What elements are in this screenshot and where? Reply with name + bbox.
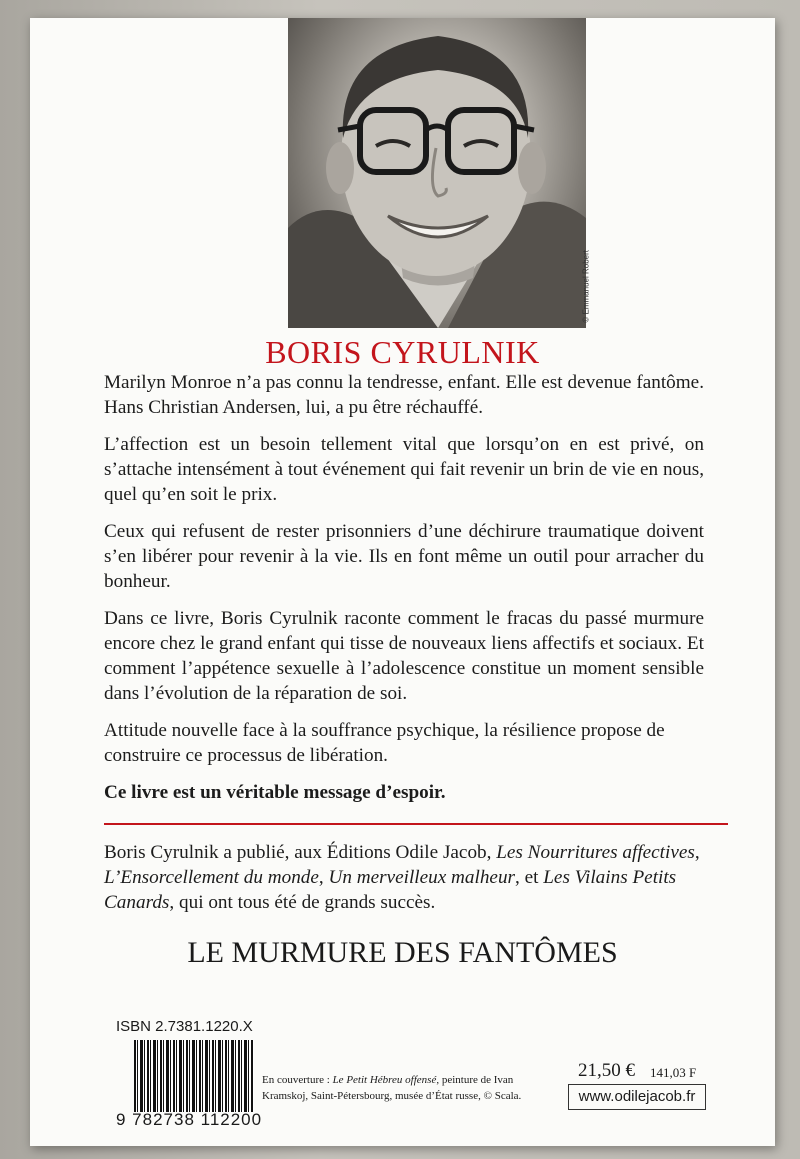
red-divider xyxy=(104,823,728,825)
cover-painting-title: Le Petit Hébreu offensé xyxy=(332,1074,437,1086)
bio-outro: , qui ont tous été de grands succès. xyxy=(169,892,436,913)
bio-separator: , xyxy=(318,867,329,888)
cover-credit xyxy=(262,1072,552,1104)
blurb-paragraph: Dans ce livre, Boris Cyrulnik raconte comment le fracas du passé murmure encore chez le grand enfant qui tisse de nouveaux liens affectifs et sociaux. Et comment l’appétence sexuelle à l’adolescence constitue un moment sensible dans l’évolution de la réparation de soi. xyxy=(104,608,704,704)
author-portrait-illustration xyxy=(288,18,586,328)
publisher-website: www.odilejacob.fr xyxy=(568,1084,706,1110)
author-bibliography xyxy=(104,840,724,915)
blurb xyxy=(104,370,704,817)
isbn: ISBN 2.7381.1220.X xyxy=(116,1018,253,1035)
blurb-paragraph: Ceux qui refusent de rester prisonniers d’une déchirure traumatique doivent s’en libérer pour revenir à la vie. Ils en font même un outil pour arracher du bonheur. xyxy=(104,521,704,592)
author-photo xyxy=(288,18,591,328)
blurb-paragraph: L’affection est un besoin tellement vital que lorsqu’on en est privé, on s’attache intensément à tout événement qui fait revenir un brin de vie en nous, quel qu’en soit le prix. xyxy=(104,434,704,505)
book-back-cover xyxy=(30,18,775,1146)
book-title-2: L’Ensorcellement du monde xyxy=(104,867,319,888)
barcode-digits: 9 782738 112200 xyxy=(116,1110,263,1129)
bio-separator: , xyxy=(694,842,700,863)
bio-separator: , et xyxy=(515,867,544,888)
cover-credit-prefix: En couverture : xyxy=(262,1074,333,1086)
price-franc: 141,03 F xyxy=(650,1065,697,1080)
bio-intro: Boris Cyrulnik a publié, aux Éditions Odile Jacob, xyxy=(104,842,497,863)
blurb-paragraph: Attitude nouvelle face à la souffrance psychique, la résilience propose de construire ce processus de libération. xyxy=(104,720,665,766)
barcode xyxy=(134,1040,254,1112)
price-euro: 21,50 € xyxy=(578,1060,635,1081)
book-title-4: Les Vilains Petits Canards xyxy=(104,867,677,913)
photo-credit: © Emmanuel Robert xyxy=(582,250,591,323)
book-title: LE MURMURE DES FANTÔMES xyxy=(187,936,618,969)
blurb-paragraph: Marilyn Monroe n’a pas connu la tendresse, enfant. Elle est devenue fantôme. Hans Christian Andersen, lui, a pu être réchauffé. xyxy=(104,372,704,418)
blurb-tagline: Ce livre est un véritable message d’espoir. xyxy=(104,782,446,803)
book-title-3: Un merveilleux malheur xyxy=(328,867,516,888)
author-name: BORIS CYRULNIK xyxy=(265,334,540,370)
cover-credit-suffix: , peinture de Ivan Kramskoj, Saint-Pétersbourg, musée d’État russe, © Scala. xyxy=(262,1074,522,1102)
book-title-1: Les Nourritures affectives xyxy=(496,842,695,863)
